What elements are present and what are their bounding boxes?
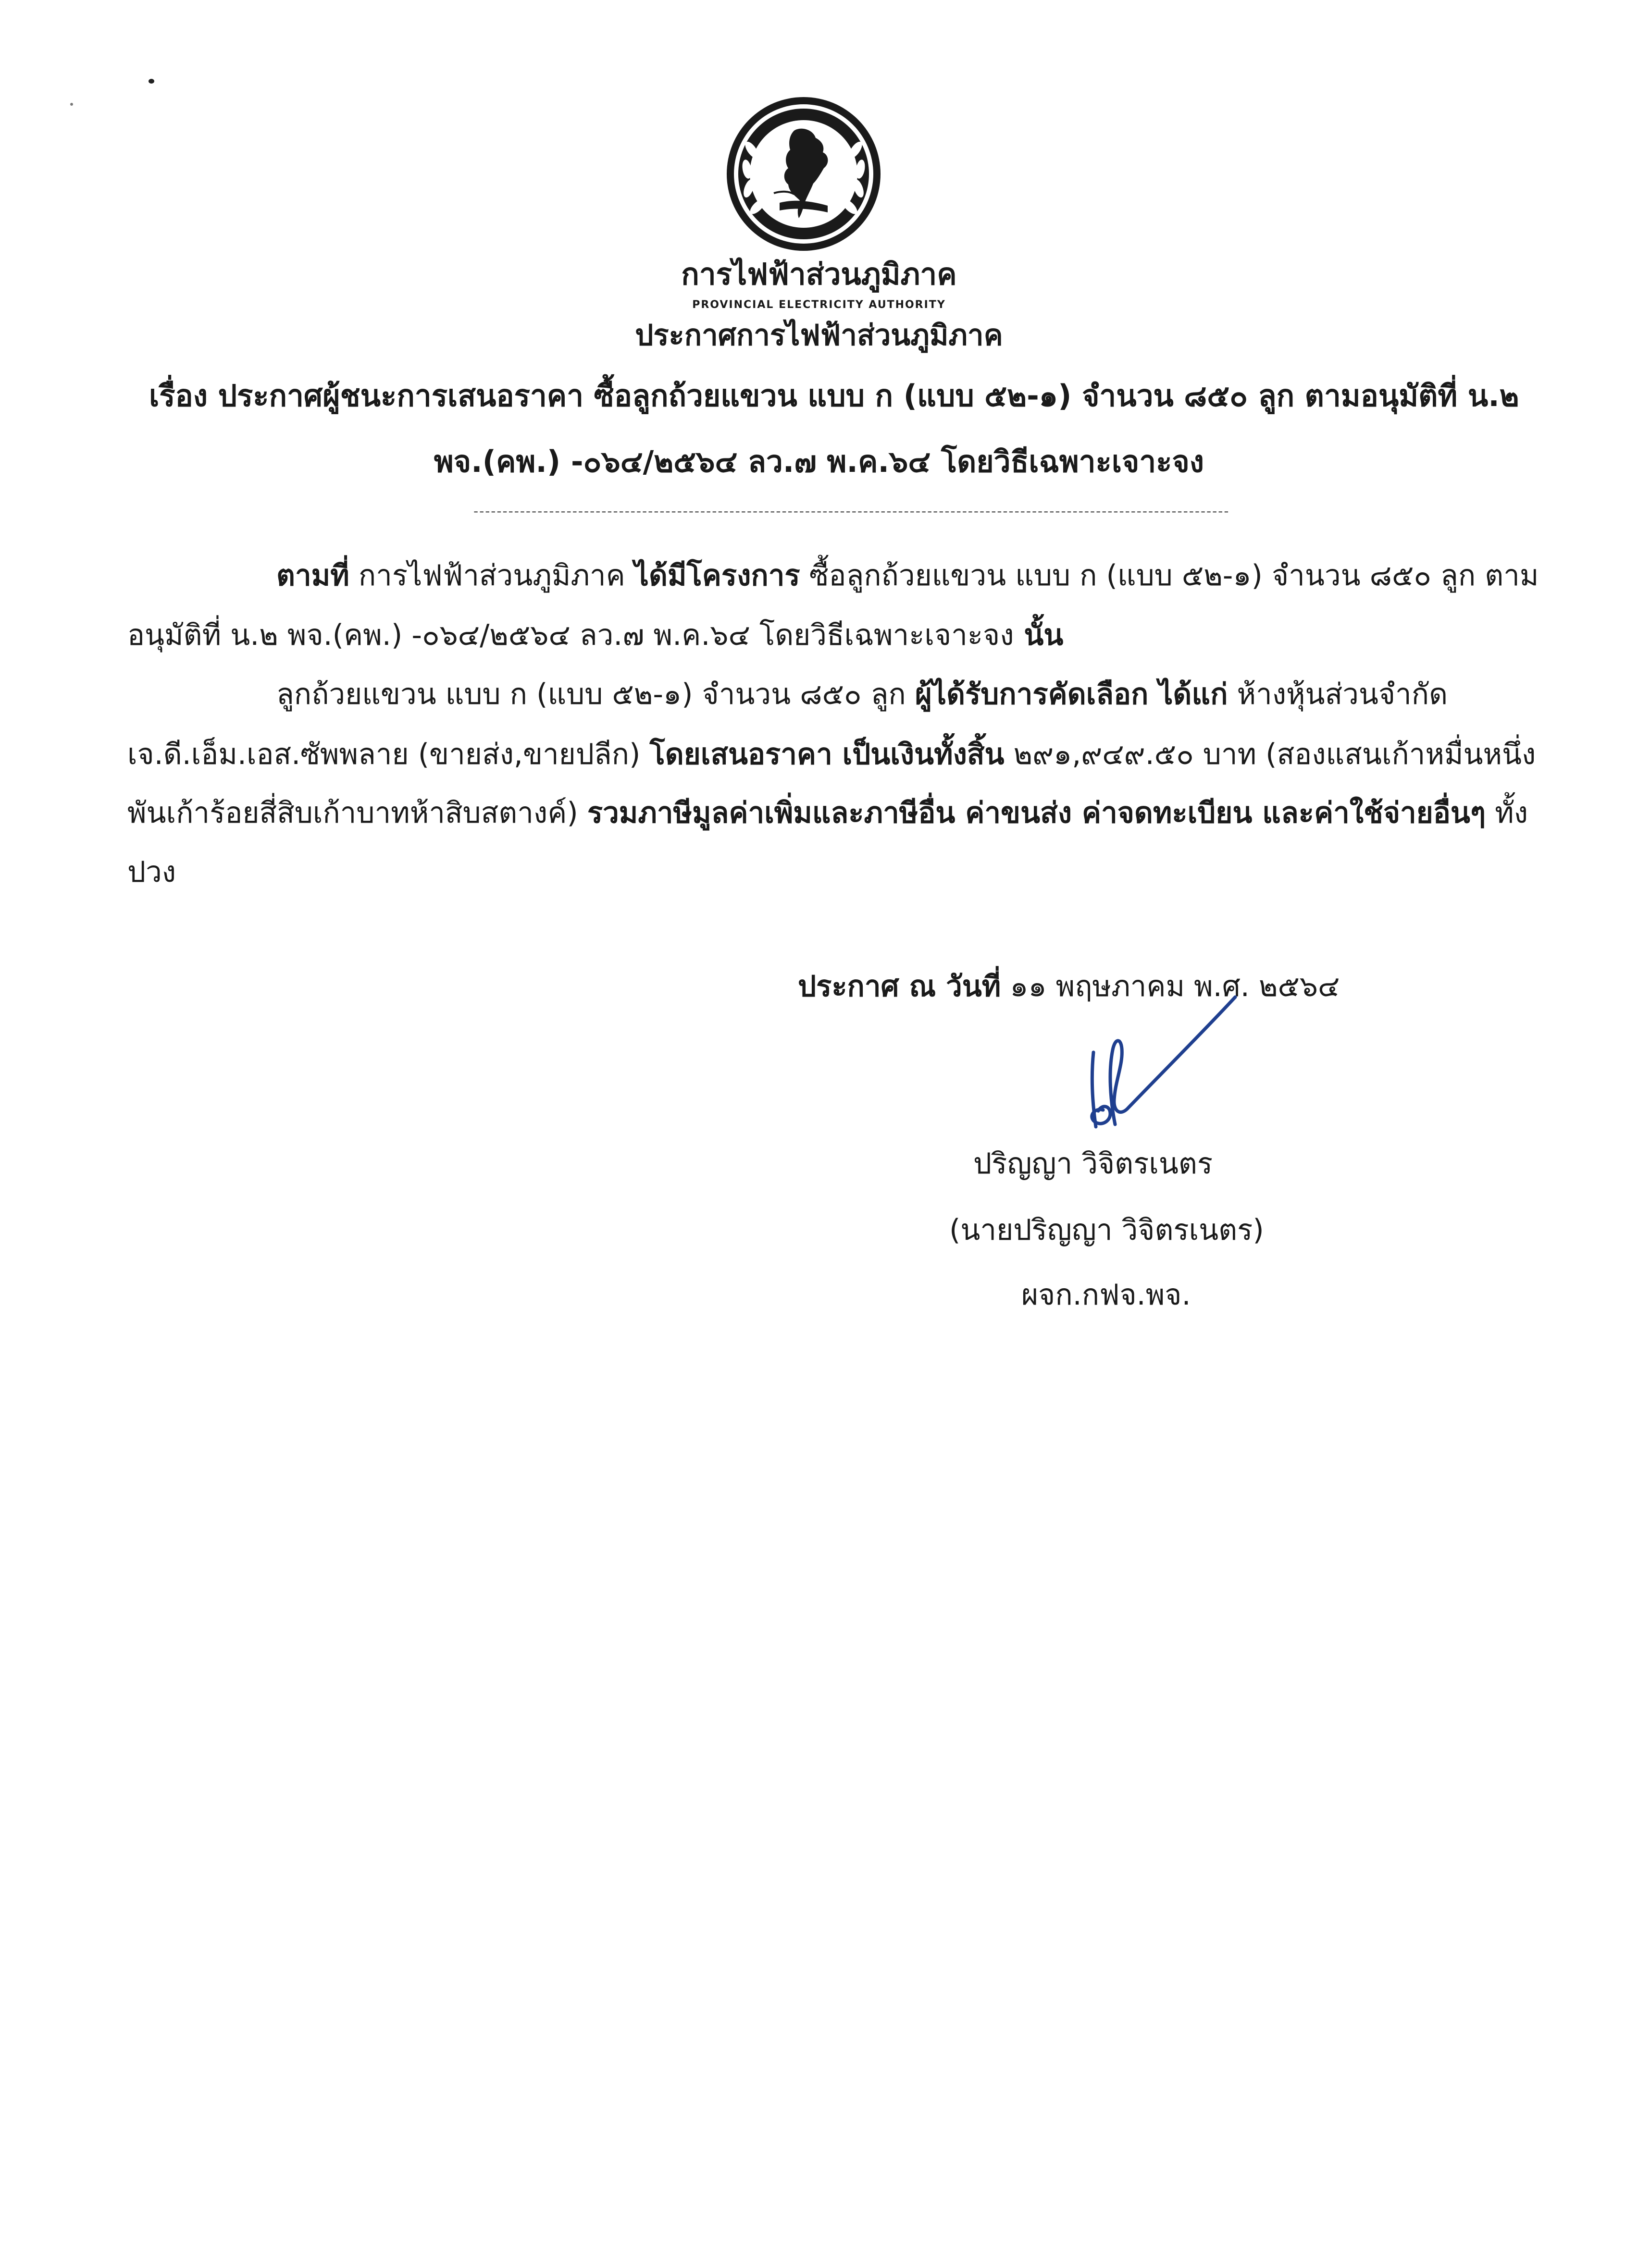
body-line [127, 740, 1536, 769]
signer-full-name: (นายปริญญา วิจิตรเนตร) [949, 1213, 1264, 1247]
body-line [127, 796, 1528, 830]
body-text: พันเก้าร้อยสี่สิบเก้าบาทห้าสิบสตางค์) [127, 796, 587, 830]
body-text: เจ.ดี.เอ็ม.เอส.ซัพพลาย (ขายส่ง,ขายปลีก) [127, 738, 650, 771]
body-line [276, 561, 1539, 590]
body-text: ๒๙๑,๙๔๙.๕๐ บาท (สองแสนเก้าหมื่นหนึ่ง [1004, 738, 1536, 771]
body-text: อนุมัติที่ น.๒ พจ.(คพ.) -๐๖๔/๒๕๖๔ ลว.๗ พ.ค.๖๔ โดยวิธีเฉพาะเจาะจง [127, 618, 1014, 652]
announcement-title: ประกาศการไฟฟ้าส่วนภูมิภาค [635, 319, 1003, 352]
body-text: ห้างหุ้นส่วนจำกัด [1228, 678, 1448, 711]
body-text: ลูกถ้วยแขวน แบบ ก (แบบ ๕๒-๑) จำนวน ๘๕๐ ลูก [276, 678, 915, 711]
subject-line-1 [149, 378, 1519, 413]
scan-speck [149, 79, 154, 84]
body-text: ทั้ง [1486, 796, 1528, 830]
body-text: ซื้อลูกถ้วยแขวน แบบ ก (แบบ ๕๒-๑) จำนวน ๘๕๐ ลูก ตาม [800, 559, 1539, 592]
date-value: ๑๑ พฤษภาคม พ.ศ. ๒๕๖๔ [1001, 970, 1340, 1003]
separator-line: ---------------------------------------------------------------------------------------------------------------------------------- [473, 503, 1230, 519]
body-line [276, 680, 1448, 709]
body-line [127, 618, 1064, 652]
pea-logo-icon [722, 92, 885, 256]
body-text-bold: รวมภาษีมูลค่าเพิ่มและภาษีอื่น ค่าขนส่ง ค่าจดทะเบียน และค่าใช้จ่ายอื่นๆ [587, 796, 1486, 830]
signer-position: ผจก.กฟจ.พจ. [1021, 1278, 1191, 1312]
body-text-bold: โดยเสนอราคา เป็นเงินทั้งสิ้น [649, 738, 1005, 771]
signature [1077, 985, 1269, 1139]
body-line [127, 855, 176, 889]
scan-speck [70, 103, 73, 106]
body-text: ปวง [127, 855, 176, 889]
subject-text: ซื้อลูกถ้วยแขวน แบบ ก (แบบ ๕๒-๑) จำนวน ๘๕๐ ลูก ตามอนุมัติที่ น.๒ [583, 378, 1519, 413]
org-name-english: PROVINCIAL ELECTRICITY AUTHORITY [692, 299, 946, 311]
subject-heading: เรื่อง ประกาศผู้ชนะการเสนอราคา [149, 378, 584, 413]
signer-name: ปริญญา วิจิตรเนตร [973, 1147, 1213, 1181]
body-text-bold: ผู้ได้รับการคัดเลือก ได้แก่ [915, 678, 1228, 711]
body-text-bold: ได้มีโครงการ [634, 559, 800, 592]
subject-line-2: พจ.(คพ.) -๐๖๔/๒๕๖๔ ลว.๗ พ.ค.๖๔ โดยวิธีเฉพาะเจาะจง [434, 444, 1204, 479]
body-text-bold: นั้น [1014, 618, 1064, 652]
body-text: การไฟฟ้าส่วนภูมิภาค [349, 559, 634, 592]
body-text-bold: ตามที่ [276, 559, 349, 592]
org-name-thai: การไฟฟ้าส่วนภูมิภาค [681, 257, 957, 292]
date-label: ประกาศ ณ วันที่ [798, 970, 1001, 1003]
